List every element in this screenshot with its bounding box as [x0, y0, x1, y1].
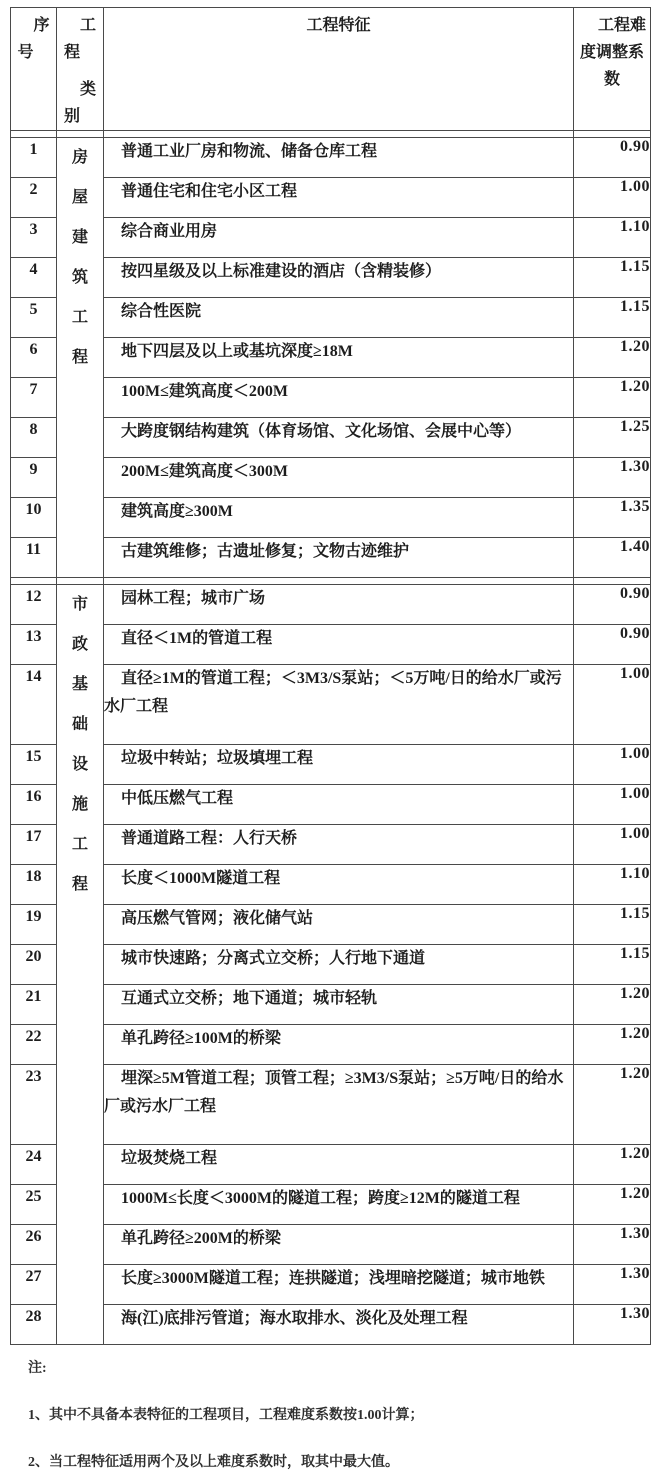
table-row — [11, 218, 651, 258]
feature-cell: 综合性医院 — [104, 298, 574, 338]
category-char: 筑 — [71, 269, 88, 286]
table-row — [11, 1065, 651, 1145]
header-row — [11, 8, 651, 131]
header-coefficient-cell — [574, 8, 651, 131]
feature-cell: 100M≤建筑高度＜200M — [104, 378, 574, 418]
row-number-cell: 9 — [11, 458, 57, 498]
coefficient-cell: 0.90 — [574, 625, 651, 665]
feature-cell: 互通式立交桥；地下通道；城市轻轨 — [104, 985, 574, 1025]
row-number-cell: 28 — [11, 1305, 57, 1345]
notes-label: 注: — [28, 1361, 47, 1376]
feature-cell: 长度≥3000M隧道工程；连拱隧道；浅埋暗挖隧道；城市地铁 — [104, 1265, 574, 1305]
table-row — [11, 585, 651, 625]
header-feature-cell — [104, 8, 574, 131]
coefficient-cell: 1.20 — [574, 985, 651, 1025]
row-number-cell: 25 — [11, 1185, 57, 1225]
category-cell — [57, 585, 104, 1345]
feature-cell: 古建筑维修；古遗址修复；文物古迹维护 — [104, 538, 574, 578]
row-number-cell: 2 — [11, 178, 57, 218]
row-number-cell: 10 — [11, 498, 57, 538]
table-row — [11, 865, 651, 905]
coefficient-cell: 1.10 — [574, 865, 651, 905]
section-municipal-infrastructure — [11, 585, 651, 1345]
feature-cell: 垃圾焚烧工程 — [104, 1145, 574, 1185]
table-row — [11, 785, 651, 825]
coefficient-cell: 1.35 — [574, 498, 651, 538]
note-item-1: 1、其中不具备本表特征的工程项目，工程难度系数按1.00计算； — [28, 1408, 424, 1423]
row-number-cell: 13 — [11, 625, 57, 665]
coefficient-cell: 1.30 — [574, 1305, 651, 1345]
coefficient-cell: 1.20 — [574, 1145, 651, 1185]
feature-cell: 按四星级及以上标准建设的酒店（含精装修） — [104, 258, 574, 298]
row-number-cell: 6 — [11, 338, 57, 378]
coefficient-cell: 1.15 — [574, 905, 651, 945]
table-row — [11, 1145, 651, 1185]
coefficient-cell: 1.30 — [574, 1225, 651, 1265]
table-row — [11, 418, 651, 458]
feature-cell: 埋深≥5M管道工程；顶管工程；≥3M3/S泵站；≥5万吨/日的给水厂或污水厂工程 — [104, 1065, 574, 1145]
row-number-cell: 22 — [11, 1025, 57, 1065]
feature-cell: 建筑高度≥300M — [104, 498, 574, 538]
coefficient-cell: 1.15 — [574, 298, 651, 338]
category-char: 房 — [71, 149, 88, 166]
row-number-cell: 14 — [11, 665, 57, 745]
feature-cell: 高压燃气管网；液化储气站 — [104, 905, 574, 945]
row-number-cell: 1 — [11, 138, 57, 178]
header-body-divider — [11, 131, 651, 138]
row-number-cell: 23 — [11, 1065, 57, 1145]
table-row — [11, 1025, 651, 1065]
feature-cell: 普通住宅和住宅小区工程 — [104, 178, 574, 218]
row-number-cell: 15 — [11, 745, 57, 785]
header-feature-label: 工程特征 — [306, 17, 371, 34]
row-number-cell: 17 — [11, 825, 57, 865]
row-number-cell: 5 — [11, 298, 57, 338]
section-building-works — [11, 138, 651, 578]
table-row — [11, 985, 651, 1025]
feature-cell: 地下四层及以上或基坑深度≥18M — [104, 338, 574, 378]
table-row — [11, 498, 651, 538]
table-row — [11, 538, 651, 578]
category-char: 程 — [71, 349, 88, 366]
table-row — [11, 745, 651, 785]
row-number-cell: 26 — [11, 1225, 57, 1265]
row-number-cell: 3 — [11, 218, 57, 258]
feature-cell: 大跨度钢结构建筑（体育场馆、文化场馆、会展中心等） — [104, 418, 574, 458]
row-number-cell: 8 — [11, 418, 57, 458]
feature-cell: 200M≤建筑高度＜300M — [104, 458, 574, 498]
coefficient-cell: 1.10 — [574, 218, 651, 258]
header-coefficient-line-1: 工程难 — [597, 17, 646, 34]
difficulty-coefficient-table — [10, 7, 651, 1345]
category-char: 建 — [71, 229, 88, 246]
row-number-cell: 16 — [11, 785, 57, 825]
table-row — [11, 298, 651, 338]
coefficient-cell: 1.00 — [574, 785, 651, 825]
row-number-cell: 20 — [11, 945, 57, 985]
coefficient-cell: 1.15 — [574, 945, 651, 985]
feature-cell: 单孔跨径≥100M的桥梁 — [104, 1025, 574, 1065]
header-coefficient-line-2: 度调整系 — [579, 44, 644, 61]
category-char: 市 — [71, 596, 88, 613]
table-row — [11, 825, 651, 865]
coefficient-cell: 1.30 — [574, 1265, 651, 1305]
table-row — [11, 458, 651, 498]
coefficient-cell: 1.20 — [574, 378, 651, 418]
table-row — [11, 665, 651, 745]
coefficient-cell: 1.15 — [574, 258, 651, 298]
feature-cell: 海(江)底排污管道；海水取排水、淡化及处理工程 — [104, 1305, 574, 1345]
coefficient-cell: 1.00 — [574, 665, 651, 745]
feature-cell: 普通工业厂房和物流、储备仓库工程 — [104, 138, 574, 178]
table-row — [11, 1265, 651, 1305]
table-row — [11, 1225, 651, 1265]
category-char: 程 — [71, 876, 88, 893]
feature-cell: 长度＜1000M隧道工程 — [104, 865, 574, 905]
coefficient-cell: 1.00 — [574, 178, 651, 218]
header-seq-label: 序号 — [17, 17, 50, 61]
category-cell — [57, 138, 104, 578]
table-row — [11, 1305, 651, 1345]
document-page — [0, 7, 655, 1471]
feature-cell: 普通道路工程：人行天桥 — [104, 825, 574, 865]
table-row — [11, 625, 651, 665]
coefficient-cell: 1.20 — [574, 1025, 651, 1065]
feature-cell: 城市快速路；分离式立交桥；人行地下通道 — [104, 945, 574, 985]
row-number-cell: 12 — [11, 585, 57, 625]
category-char: 基 — [71, 676, 88, 693]
table-row — [11, 378, 651, 418]
row-number-cell: 11 — [11, 538, 57, 578]
notes-block — [28, 1357, 655, 1471]
category-char: 工 — [71, 836, 88, 853]
feature-cell: 直径＜1M的管道工程 — [104, 625, 574, 665]
row-number-cell: 18 — [11, 865, 57, 905]
feature-cell: 直径≥1M的管道工程；＜3M3/S泵站；＜5万吨/日的给水厂或污水厂工程 — [104, 665, 574, 745]
category-char: 施 — [71, 796, 88, 813]
row-number-cell: 19 — [11, 905, 57, 945]
coefficient-cell: 1.20 — [574, 1065, 651, 1145]
header-coefficient-line-3: 数 — [603, 71, 620, 88]
feature-cell: 单孔跨径≥200M的桥梁 — [104, 1225, 574, 1265]
row-number-cell: 24 — [11, 1145, 57, 1185]
category-char: 础 — [71, 716, 88, 733]
coefficient-cell: 1.00 — [574, 825, 651, 865]
header-category-line-1: 工程 — [64, 17, 97, 61]
category-char: 工 — [71, 309, 88, 326]
feature-cell: 综合商业用房 — [104, 218, 574, 258]
header-seq-cell — [11, 8, 57, 131]
coefficient-cell: 1.20 — [574, 338, 651, 378]
row-number-cell: 21 — [11, 985, 57, 1025]
feature-cell: 垃圾中转站；垃圾填埋工程 — [104, 745, 574, 785]
category-char: 屋 — [71, 189, 88, 206]
table-header — [11, 8, 651, 131]
header-category-cell — [57, 8, 104, 131]
coefficient-cell: 1.20 — [574, 1185, 651, 1225]
coefficient-cell: 0.90 — [574, 585, 651, 625]
category-char: 设 — [71, 756, 88, 773]
table-row — [11, 258, 651, 298]
table-row — [11, 945, 651, 985]
feature-cell: 中低压燃气工程 — [104, 785, 574, 825]
row-number-cell: 7 — [11, 378, 57, 418]
row-number-cell: 4 — [11, 258, 57, 298]
coefficient-cell: 1.25 — [574, 418, 651, 458]
feature-cell: 园林工程；城市广场 — [104, 585, 574, 625]
coefficient-cell: 1.40 — [574, 538, 651, 578]
table-row — [11, 138, 651, 178]
section-divider — [11, 578, 651, 585]
table-row — [11, 1185, 651, 1225]
table-row — [11, 905, 651, 945]
category-char: 政 — [71, 636, 88, 653]
feature-cell: 1000M≤长度＜3000M的隧道工程；跨度≥12M的隧道工程 — [104, 1185, 574, 1225]
note-item-2: 2、当工程特征适用两个及以上难度系数时，取其中最大值。 — [28, 1455, 399, 1470]
coefficient-cell: 1.30 — [574, 458, 651, 498]
header-category-line-2: 类别 — [64, 81, 97, 125]
coefficient-cell: 1.00 — [574, 745, 651, 785]
table-row — [11, 338, 651, 378]
coefficient-cell: 0.90 — [574, 138, 651, 178]
table-row — [11, 178, 651, 218]
row-number-cell: 27 — [11, 1265, 57, 1305]
